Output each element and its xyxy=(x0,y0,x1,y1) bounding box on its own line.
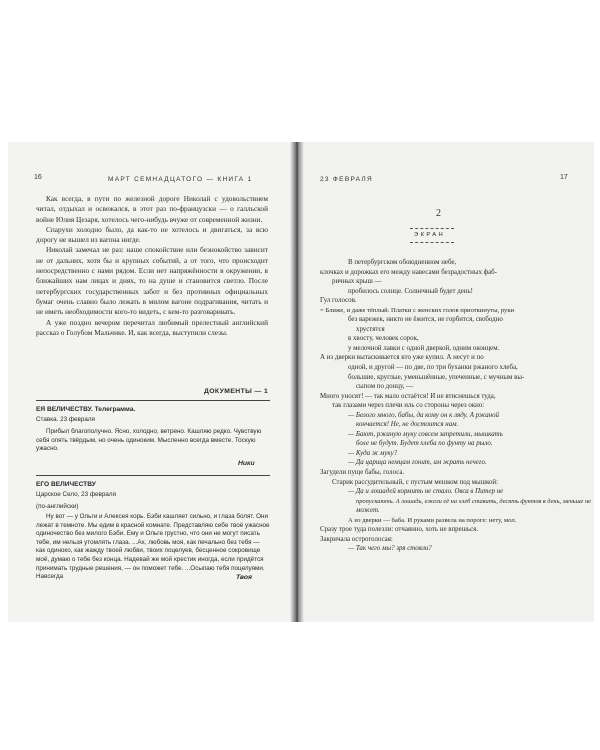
text-line: кончается! Не, не достоится нам. xyxy=(356,421,459,429)
page-number-right: 17 xyxy=(560,174,568,181)
paragraph: Как всегда, в пути по железной дороге Николай с удовольствием читал, отдыхал и освежался, в этот раз по-французски — о галльской войне Юлия Цезаря, хотелось чего-нибудь вчуже от современной жизни. xyxy=(36,194,268,224)
text-line: — Куда ж муку? xyxy=(348,449,398,457)
telegram-body: Прибыл благополучно. Ясно, холодно, ветрено. Кашляю редко. Чувствую себя опять твёрдым, но очень одиноким. Мысленно всегда вместе. Тоскую ужасно. xyxy=(36,428,262,453)
text-line: В петербургском обоюдненном небе, xyxy=(348,259,457,266)
text-line: пропускають. А лошадь, ежели её на хлеб ставить, десять фунтов в день, меньше не xyxy=(356,497,591,505)
text-line: Много уносят! — так мало остаётся! И не втиснешься туда, xyxy=(320,392,496,400)
telegram-heading: ЕЯ ВЕЛИЧЕСТВУ. Телеграмма. xyxy=(36,406,136,413)
dash-rule xyxy=(410,242,454,243)
text-line: = Ближе, и даже тёплый. Платки с женских голов приоткинуты, руки xyxy=(320,306,515,314)
text-line: одной, и другой — по две, по три буханки ржаного хлеба, xyxy=(348,364,518,372)
chapter-number: 2 xyxy=(436,208,441,219)
text-line: без варежек, никто не ёжится, не горбится, свободно xyxy=(348,316,503,324)
text-line: клочках и дорожках его между навесами безрадостных фаб- xyxy=(320,268,497,276)
letter-place-date: Царское Село, 23 февраля xyxy=(36,491,116,498)
text-line: А из дверки вытаскивается кто уже купил. А несут и по xyxy=(320,354,484,362)
narrative-text xyxy=(36,194,268,338)
telegram-place-date: Ставка. 23 февраля xyxy=(36,416,95,423)
screen-text xyxy=(320,258,591,554)
divider xyxy=(36,475,270,476)
divider xyxy=(36,400,270,401)
paragraph: А уже поздно вечером перечитал любимый прелестный английский рассказ о Голубом Мальчике. И, как всегда, выступили слезы. xyxy=(36,317,268,337)
text-line: так глазами через плечи иль со стороны через окно: xyxy=(332,402,485,410)
text-line: в хвосту, человек сорок, xyxy=(348,335,419,343)
telegram-signature: Ники xyxy=(238,460,255,467)
text-line: — Белого много, бабы, да кому он к ляду. А ржаной xyxy=(348,411,499,419)
text-line: Гул голосов. xyxy=(320,297,357,305)
text-line: ричных крыш — xyxy=(332,278,382,286)
screen-label: ЭКРАН xyxy=(414,232,446,238)
letter-signature: Твоя xyxy=(236,574,252,581)
text-line: боле не будут. Будет хлеба по фунту на рыло. xyxy=(356,440,493,448)
text-line: хрустятся xyxy=(356,325,385,333)
running-head-left: МАРТ СЕМНАДЦАТОГО — КНИГА 1 xyxy=(108,176,253,183)
running-head-right: 23 ФЕВРАЛЯ xyxy=(320,176,373,183)
paragraph: Николай замечал не раз: наше спокойствие или безнокойство зависит не от дальних, хотя бы и крупных событий, а от того, что происходит непосредственно с нами рядом. Если нет напряжённости в окружении, в ближайших нам лицах и днях, то на душе и становится светло. После петербургских государственных забот и без противных официальных бумаг очень славно было лежать в милом вагоне подрагивания, читать и не иметь необходимости кого-то видеть, с кем-то разговаривать. xyxy=(36,245,268,317)
letter-body: Ну вот — у Ольги и Алексея корь. Бэби кашляет сильно, и глаза болят. Они лежат в темноте. Мы едим в красной комнате. Представляю себе твоё ужасное одиночество без милого Бэби. Ему и Ольге грустно, что они не могут писать тебе, им нельзя утомлять глаза. ...Ах, любовь моя, как печально без тебя — как одиноко, как жажду твоей любви, твоих поцелуев, бесценное сокровище моё, думаю о тебе без конца. Надевай же мой крестик иногда, если придётся принимать трудные решения, — он поможет тебе. ...Осыпаю тебя поцелуями. Навсегда xyxy=(36,513,270,581)
text-line: А из дверки — баба. И руками развела на пороге: нету, мол. xyxy=(348,516,517,524)
right-page xyxy=(298,142,594,622)
text-line: у мелочной лавки с одной дверкой, одним оконцем. xyxy=(348,344,500,352)
text-line: — Бают, ржаную муку совсем запретили, мышкать xyxy=(348,430,503,438)
text-line: — Да и лошадей кормить не стало. Овса в Питер не xyxy=(348,488,504,496)
left-page xyxy=(8,142,298,622)
paragraph: Спарухи холодно было, да как-то не хотелось и двигаться, за всю дорогу не вышел из вагона нигде. xyxy=(36,224,268,245)
text-line: может. xyxy=(356,507,380,515)
text-line: Старик рассудительный, с пустым мешком под мышкой: xyxy=(332,478,499,486)
dash-rule xyxy=(410,228,454,229)
text-line: сыпом по донцу, — xyxy=(356,383,414,391)
text-line: Загудели пуще бабы, голоса. xyxy=(320,469,405,477)
text-line: — Так чего мы? зря стояли? xyxy=(348,545,432,553)
text-line: Сразу трое туда полезли: отчаянно, хоть не впрешься. xyxy=(320,526,479,534)
text-line: пробилось солнце. Солнечный будет день! xyxy=(348,287,473,295)
page-number-left: 16 xyxy=(34,174,42,181)
text-line: большие, круглые, уменьшённые, упеченные, с мучным вы- xyxy=(348,373,525,381)
letter-heading: ЕГО ВЕЛИЧЕСТВУ xyxy=(36,481,96,488)
text-line: — Да царица немцам гонит, им жрать нечего. xyxy=(348,459,487,467)
text-line: Закричала остроголосая: xyxy=(320,535,393,543)
book-gutter xyxy=(290,142,304,622)
documents-heading: ДОКУМЕНТЫ — 1 xyxy=(204,388,269,395)
book-spread xyxy=(8,142,594,622)
letter-note: (по-английски) xyxy=(36,503,79,510)
